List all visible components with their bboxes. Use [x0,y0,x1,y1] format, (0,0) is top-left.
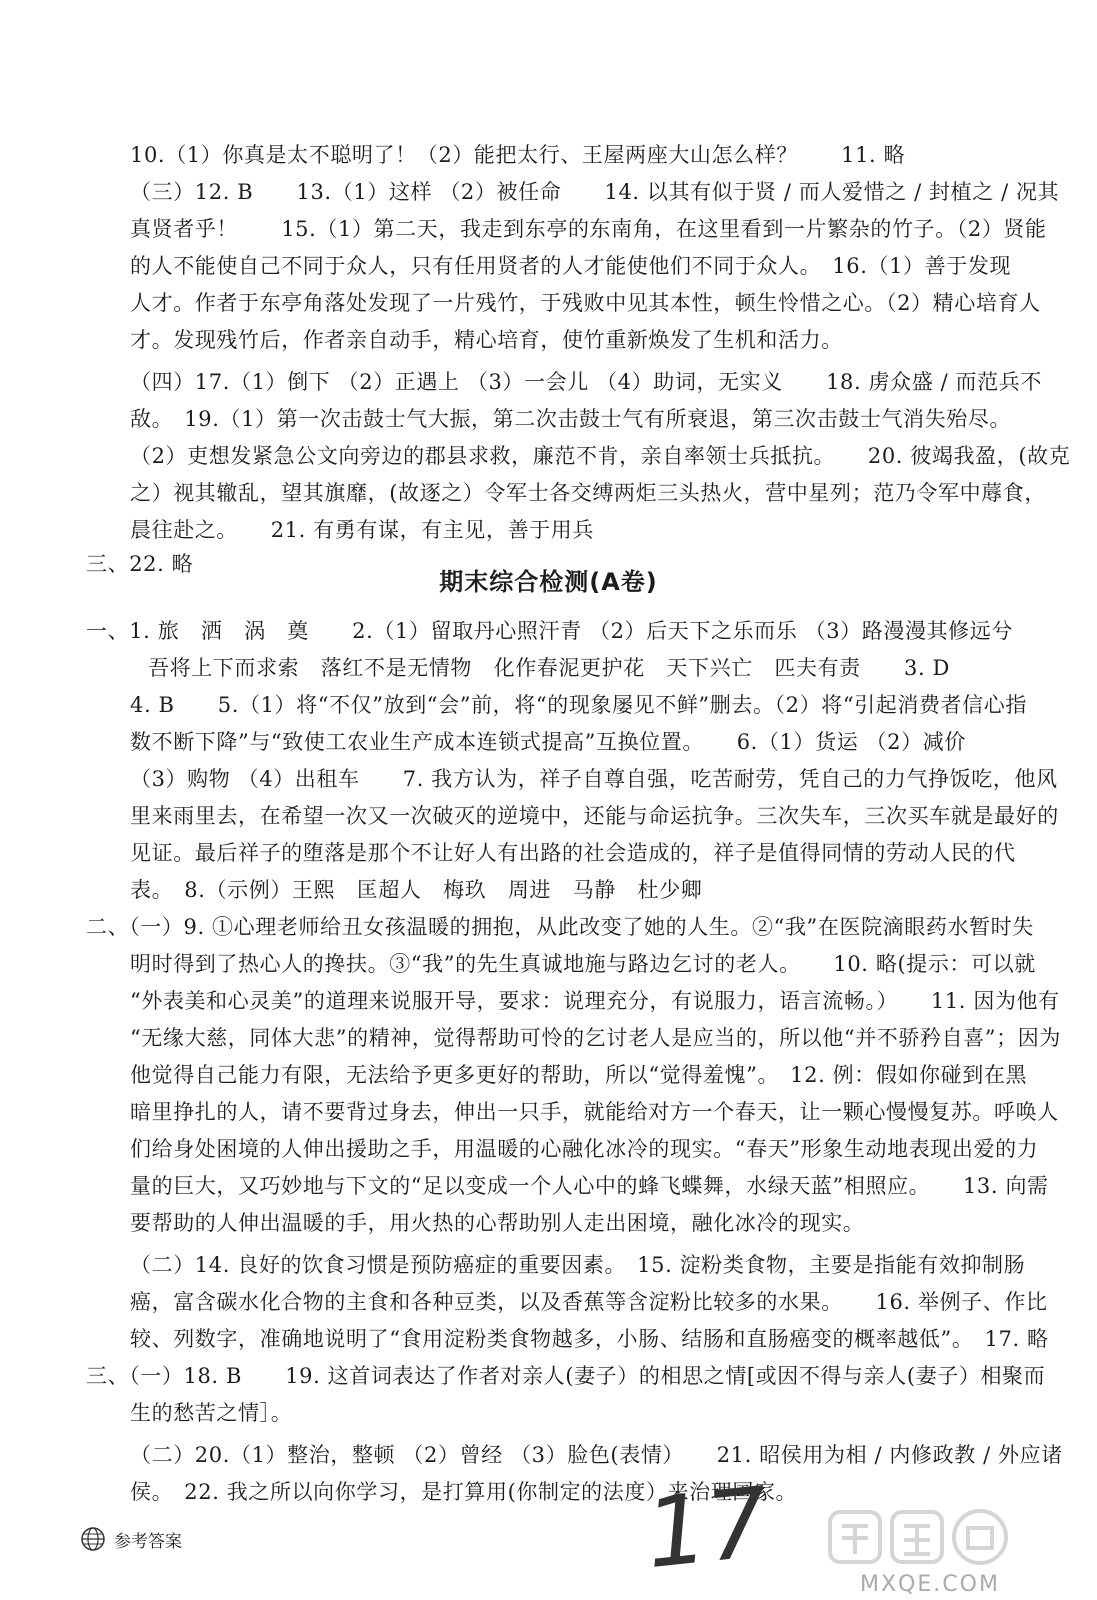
answer-line: （3）购物 （4）出租车 7. 我方认为，祥子自尊自强，吃苦耐劳，凭自己的力气挣饭吃，他风 [130,767,1058,791]
answer-line: “外表美和心灵美”的道理来说服开导，要求：说理充分，有说服力，语言流畅。） 11. 因为他有 [130,989,1060,1013]
answer-line: “无缘大慈，同体大悲”的精神，觉得帮助可怜的乞讨老人是应当的，所以他“并不骄矜自喜”；因为 [130,1026,1061,1050]
answer-line: （二）20.（1）整治，整顿 （2）曾经 （3）脸色(表情） 21. 昭侯用为相 / 内修政教 / 外应诸 [130,1443,1063,1467]
answer-line: 才。发现残竹后，作者亲自动手，精心培育，使竹重新焕发了生机和活力。 [130,328,843,352]
footer-label: 参考答案 [114,1531,182,1552]
answer-line: 10.（1）你真是太不聪明了！（2）能把太行、王屋两座大山怎么样？ 11. 略 [130,143,906,167]
answer-line: 他觉得自己能力有限，无法给予更多更好的帮助，所以“觉得羞愧”。 12. 例：假如你碰到在黑 [130,1063,1028,1087]
answer-line: 表。 8.（示例）王熙 匡超人 梅玖 周进 马静 杜少卿 [130,878,703,902]
answer-line: 明时得到了热心人的搀扶。③“我”的先生真诚地施与路边乞讨的老人。 10. 略(提示：可以就 [130,952,1036,976]
answer-line: 侯。 22. 我之所以向你学习，是打算用(你制定的法度）来治理国家。 [130,1480,798,1504]
answer-line: 三、22. 略 [86,552,194,576]
answer-line: 吾将上下而求索 落红不是无情物 化作春泥更护花 天下兴亡 匹夫有责 3. D [148,656,950,680]
watermark-text: MXQE.COM [860,1572,1000,1597]
answer-line: 真贤者乎！ 15.（1）第二天，我走到东亭的东南角，在这里看到一片繁杂的竹子。（2）贤能 [130,217,1047,241]
answer-line: 要帮助的人伸出温暖的手，用火热的心帮助别人走出困境，融化冰冷的现实。 [130,1211,865,1235]
answer-line: （四）17.（1）倒下 （2）正遇上 （3）一会儿 （4）助词，无实义 18. 虏众盛 / 而范兵不 [130,370,1042,394]
answer-line: 里来雨里去，在希望一次又一次破灭的逆境中，还能与命运抗争。三次失车，三次买车就是最好的 [130,804,1059,828]
footer [80,1526,182,1552]
answer-line: 数不断下降”与“致使工农业生产成本连锁式提高”互换位置。 6.（1）货运 （2）减价 [130,730,966,754]
globe-icon [80,1526,106,1552]
answer-line: 4. B 5.（1）将“不仅”放到“会”前，将“的现象屡见不鲜”删去。（2）将“引起消费者信心指 [130,693,1027,717]
answer-line: 癌，富含碳水化合物的主食和各种豆类，以及香蕉等含淀粉比较多的水果。 16. 举例子、作比 [130,1290,1048,1314]
answer-line: 生的愁苦之情］。 [130,1401,293,1425]
answer-line: 暗里挣扎的人，请不要背过身去，伸出一只手，就能给对方一个春天，让一颗心慢慢复苏。呼唤人 [130,1100,1059,1124]
answer-line: （2）吏想发紧急公文向旁边的郡县求救，廉范不肯，亲自率领士兵抵抗。 20. 彼竭我盈，(故克 [130,444,1071,468]
answer-line: 三、（一）18. B 19. 这首词表达了作者对亲人(妻子）的相思之情[或因不得与亲人(妻子）相聚而 [86,1364,1046,1388]
answer-line: （三）12. B 13.（1）这样 （2）被任命 14. 以其有似于贤 / 而人爱惜之 / 封植之 / 况其 [130,180,1060,204]
page-number: 17 [640,1465,774,1591]
answer-line: （二）14. 良好的饮食习惯是预防癌症的重要因素。 15. 淀粉类食物，主要是指能有效抑制肠 [130,1253,1026,1277]
answer-line: 的人不能使自己不同于众人，只有任用贤者的人才能使他们不同于众人。 16.（1）善于发现 [130,254,1012,278]
answer-line: 较、列数字，准确地说明了“食用淀粉类食物越多，小肠、结肠和直肠癌变的概率越低”。 17. 略 [130,1327,1049,1351]
answer-line: 人才。作者于东亭角落处发现了一片残竹，于残败中见其本性，顿生怜惜之心。（2）精心培育人 [130,291,1041,315]
answer-line: 晨往赴之。 21. 有勇有谋，有主见，善于用兵 [130,518,594,542]
answer-line: 二、（一）9. ①心理老师给丑女孩温暖的拥抱，从此改变了她的人生。②“我”在医院滴眼药水暂时失 [86,915,1034,939]
answer-line: 之）视其辙乱，望其旗靡，(故逐之）令军士各交缚两炬三头热火，营中星列；范乃令军中蓐食， [130,481,1046,505]
answer-line: 们给身处困境的人伸出援助之手，用温暖的心融化冰冷的现实。“春天”形象生动地表现出爱的力 [130,1137,1039,1161]
answer-line: 量的巨大，又巧妙地与下文的“足以变成一个人心中的蜂飞蝶舞，水绿天蓝”相照应。 13. 向需 [130,1174,1049,1198]
answer-line: 一、1. 旅 洒 涡 奠 2.（1）留取丹心照汗青 （2）后天下之乐而乐 （3）路漫漫其修远兮 [86,619,1013,643]
answer-line: 敌。 19.（1）第一次击鼓士气大振，第二次击鼓士气有所衰退，第三次击鼓士气消失殆尽。 [130,407,1012,431]
answer-line: 见证。最后祥子的堕落是那个不让好人有出路的社会造成的，祥子是值得同情的劳动人民的代 [130,841,1016,865]
section-title: 期末综合检测(A卷) [439,568,658,596]
